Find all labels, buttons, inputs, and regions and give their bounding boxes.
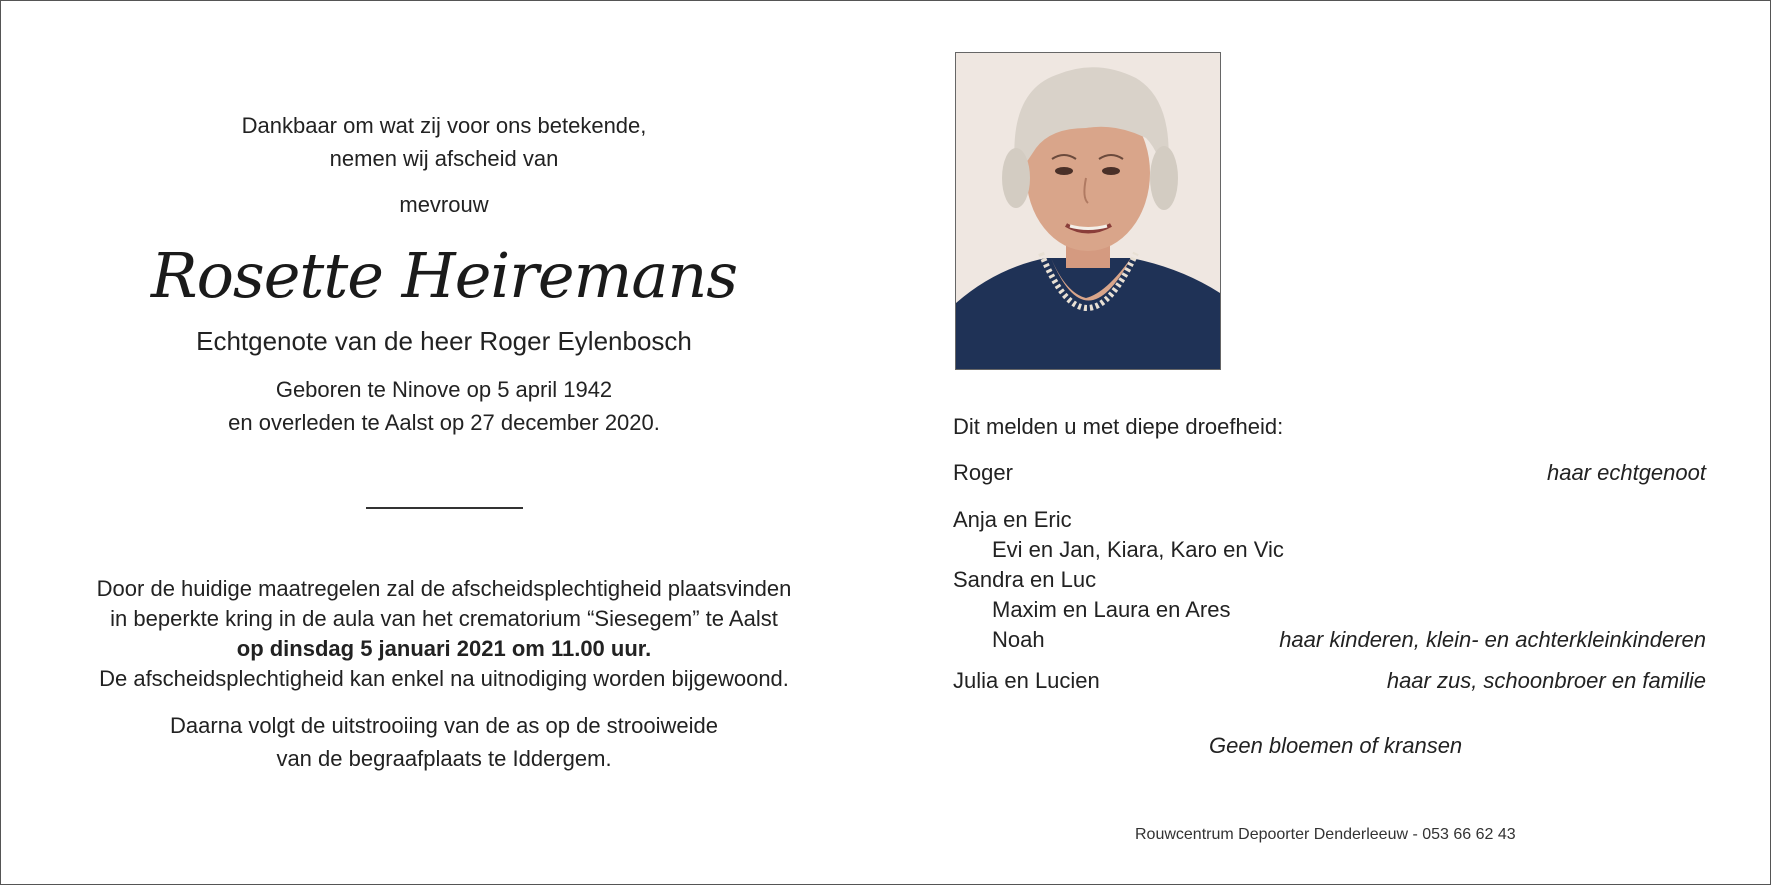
family-member-name: Evi en Jan, Kiara, Karo en Vic bbox=[992, 537, 1284, 562]
spouse-line: Echtgenote van de heer Roger Eylenbosch bbox=[196, 326, 692, 356]
family-member-name: Maxim en Laura en Ares bbox=[992, 597, 1231, 622]
ceremony-line-1: Door de huidige maatregelen zal de afscheidsplechtigheid plaatsvinden bbox=[96, 576, 792, 601]
family-member-name: Julia en Lucien bbox=[953, 668, 1100, 693]
intro-line-2: nemen wij afscheid van bbox=[329, 146, 559, 171]
announcement: Dit melden u met diepe droefheid: bbox=[953, 414, 1284, 439]
birth-line: Geboren te Ninove op 5 april 1942 bbox=[275, 377, 613, 402]
honorific: mevrouw bbox=[399, 192, 489, 217]
family-member-name: Roger bbox=[953, 460, 1013, 485]
family-member-role: haar echtgenoot bbox=[1546, 460, 1706, 485]
family-member-name: Noah bbox=[992, 627, 1045, 652]
family-member-name: Sandra en Luc bbox=[953, 567, 1097, 592]
family-member-name: Anja en Eric bbox=[953, 507, 1072, 532]
ceremony-line-4: De afscheidsplechtigheid kan enkel na uitnodiging worden bijgewoond. bbox=[99, 666, 789, 691]
no-flowers-note: Geen bloemen of kransen bbox=[1209, 733, 1463, 758]
family-member-role: haar zus, schoonbroer en familie bbox=[1386, 668, 1706, 693]
funeral-home-footer: Rouwcentrum Depoorter Denderleeuw - 053 66 62 43 bbox=[1135, 826, 1516, 843]
death-line: en overleden te Aalst op 27 december 2020. bbox=[228, 410, 660, 435]
ceremony-date: op dinsdag 5 januari 2021 om 11.00 uur. bbox=[236, 636, 652, 661]
portrait-image bbox=[956, 53, 1220, 369]
ashes-line-1: Daarna volgt de uitstrooiing van de as op de strooiweide bbox=[170, 713, 718, 738]
ashes-line-2: van de begraafplaats te Iddergem. bbox=[276, 746, 612, 771]
family-member-role: haar kinderen, klein- en achterkleinkinderen bbox=[1279, 627, 1706, 652]
intro-line-1: Dankbaar om wat zij voor ons betekende, bbox=[241, 113, 647, 138]
portrait-photo bbox=[955, 52, 1221, 370]
left-panel bbox=[1, 1, 887, 884]
deceased-name: Rosette Heiremans bbox=[150, 239, 738, 312]
divider-line bbox=[366, 507, 523, 509]
ceremony-line-2: in beperkte kring in de aula van het crematorium “Siesegem” te Aalst bbox=[110, 606, 778, 631]
